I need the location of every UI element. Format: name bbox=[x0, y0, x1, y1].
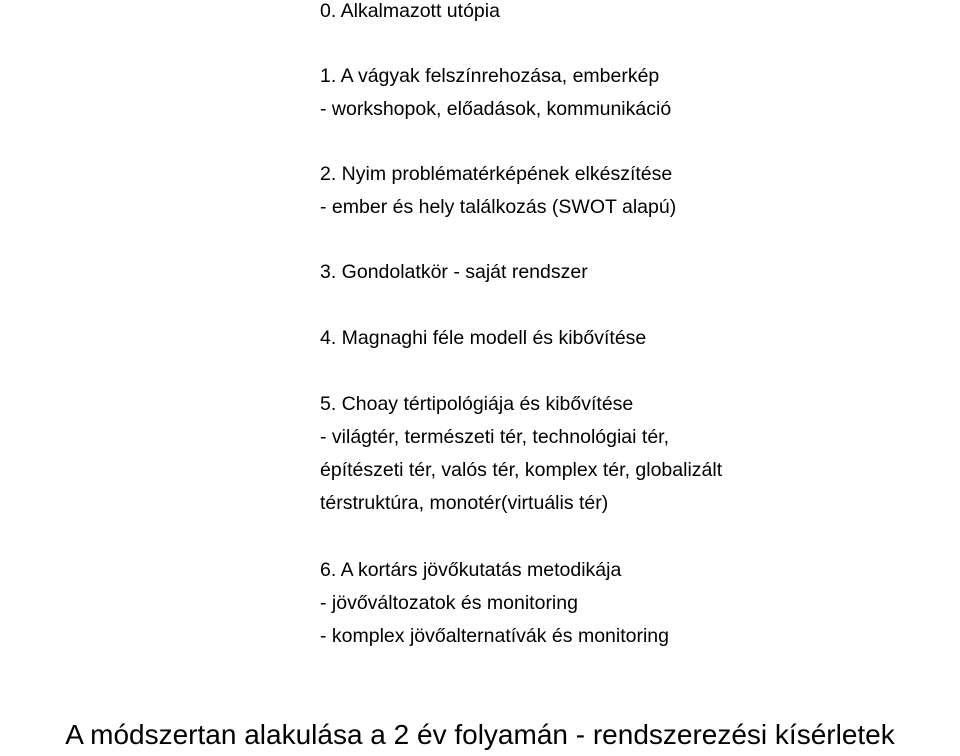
item-2-title: 2. Nyim problématérképének elkészítése bbox=[320, 163, 673, 185]
item-4-title: 4. Magnaghi féle modell és kibővítése bbox=[320, 327, 647, 349]
item-6-detail-1: - jövőváltozatok és monitoring bbox=[320, 592, 578, 614]
item-5-detail-1: - világtér, természeti tér, technológiai tér, bbox=[320, 426, 670, 448]
item-2-detail: - ember és hely találkozás (SWOT alapú) bbox=[320, 196, 677, 218]
item-3-title: 3. Gondolatkör - saját rendszer bbox=[320, 261, 588, 283]
item-1-detail: - workshopok, előadások, kommunikáció bbox=[320, 98, 672, 120]
item-0-title: 0. Alkalmazott utópia bbox=[320, 0, 500, 22]
item-1-title: 1. A vágyak felszínrehozása, emberkép bbox=[320, 65, 660, 87]
item-5-detail-2: építészeti tér, valós tér, komplex tér, globalizált bbox=[320, 459, 723, 481]
item-6-title: 6. A kortárs jövőkutatás metodikája bbox=[320, 559, 622, 581]
page-caption: A módszertan alakulása a 2 év folyamán - rendszerezési kísérletek bbox=[65, 719, 895, 750]
item-6-detail-2: - komplex jövőalternatívák és monitoring bbox=[320, 625, 669, 647]
item-5-title: 5. Choay tértipológiája és kibővítése bbox=[320, 393, 634, 415]
item-5-detail-3: térstruktúra, monotér(virtuális tér) bbox=[320, 492, 609, 514]
